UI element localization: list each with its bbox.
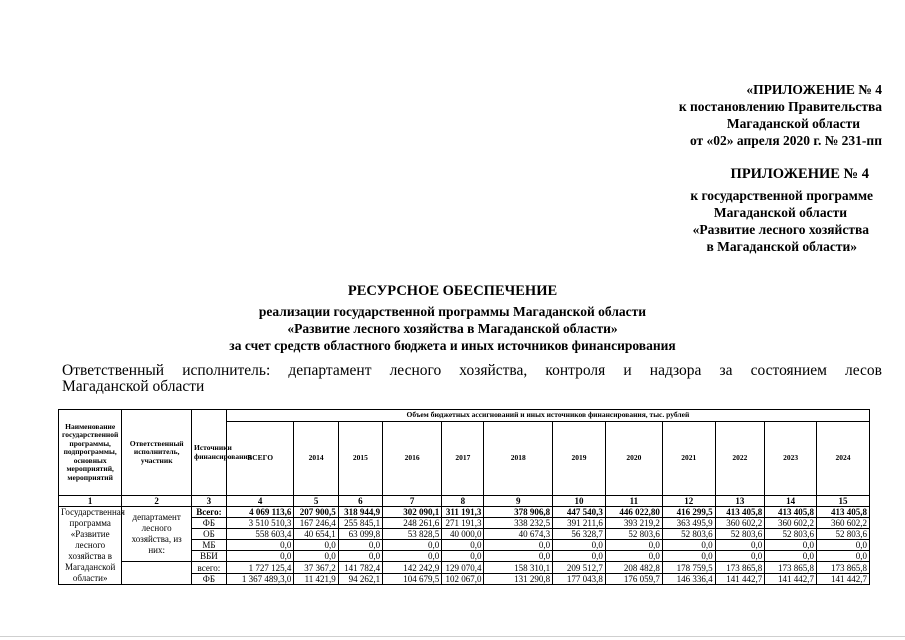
header-year: 2017 [442, 422, 484, 496]
value-cell: 104 679,5 [383, 574, 442, 585]
table-body [59, 507, 870, 585]
value-cell: 271 191,3 [442, 518, 484, 529]
program-header-line: к государственной программе [690, 188, 873, 203]
value-cell: 363 495,9 [662, 518, 715, 529]
value-cell: 338 232,5 [484, 518, 553, 529]
value-cell: 141 782,4 [338, 562, 382, 574]
value-cell: 158 310,1 [484, 562, 553, 574]
value-cell: 63 099,8 [338, 529, 382, 540]
page-bottom-rule [0, 636, 905, 637]
program-header-line: в Магаданской области» [706, 239, 857, 254]
program-header [690, 166, 873, 255]
value-cell: 52 803,6 [715, 529, 765, 540]
subtitle-line: за счет средств областного бюджета и иных источников финансирования [229, 338, 676, 353]
value-cell: 0,0 [294, 551, 338, 562]
value-cell: 52 803,6 [765, 529, 817, 540]
value-cell: 11 421,9 [294, 574, 338, 585]
value-cell: 360 602,2 [816, 518, 869, 529]
header-year: 2014 [294, 422, 338, 496]
value-cell: 0,0 [765, 551, 817, 562]
value-cell: 413 405,8 [715, 507, 765, 518]
value-cell: 52 803,6 [816, 529, 869, 540]
value-cell: 248 261,6 [383, 518, 442, 529]
value-cell: 0,0 [715, 551, 765, 562]
value-cell: 0,0 [816, 540, 869, 551]
value-cell: 311 191,3 [442, 507, 484, 518]
column-number: 15 [816, 496, 869, 507]
column-number: 14 [765, 496, 817, 507]
responsible-executor-line: Ответственный исполнитель: департамент лесного хозяйства, контроля и надзора за состоянием лесов [62, 362, 882, 379]
value-cell: 141 442,7 [765, 574, 817, 585]
value-cell: 40 674,3 [484, 529, 553, 540]
value-cell: 416 299,5 [662, 507, 715, 518]
value-cell: 52 803,6 [605, 529, 662, 540]
value-cell: 173 865,8 [765, 562, 817, 574]
value-cell: 52 803,6 [662, 529, 715, 540]
header-executor: Ответственный исполнитель, участник [122, 410, 192, 496]
value-cell: 94 262,1 [338, 574, 382, 585]
column-number: 7 [383, 496, 442, 507]
value-cell: 0,0 [715, 540, 765, 551]
value-cell: 302 090,1 [383, 507, 442, 518]
subtitle-line: реализации государственной программы Магаданской области [258, 304, 647, 319]
value-cell: 413 405,8 [765, 507, 817, 518]
value-cell: 318 944,9 [338, 507, 382, 518]
value-cell: 558 603,4 [226, 529, 294, 540]
header-year: 2019 [553, 422, 606, 496]
value-cell: 0,0 [442, 540, 484, 551]
value-cell: 37 367,2 [294, 562, 338, 574]
value-cell: 56 328,7 [553, 529, 606, 540]
decree-header [679, 81, 882, 149]
document-title: РЕСУРСНОЕ ОБЕСПЕЧЕНИЕ [347, 283, 558, 299]
column-number: 6 [338, 496, 382, 507]
header-funding-group: Объем бюджетных ассигнований и иных источников финансирования, тыс. рублей [226, 410, 869, 422]
source-cell: ОБ [192, 529, 227, 540]
header-year: 2022 [715, 422, 765, 496]
value-cell: 0,0 [338, 551, 382, 562]
program-name-cell: Государственная программа «Развитие лесного хозяйства в Магаданской области» [59, 507, 122, 585]
value-cell: 0,0 [553, 551, 606, 562]
value-cell: 146 336,4 [662, 574, 715, 585]
value-cell: 129 070,4 [442, 562, 484, 574]
column-number: 2 [122, 496, 192, 507]
value-cell: 0,0 [383, 551, 442, 562]
source-cell: ФБ [192, 518, 227, 529]
column-number: 1 [59, 496, 122, 507]
value-cell: 0,0 [226, 540, 294, 551]
resource-table [58, 409, 870, 585]
program-header-line: «Развитие лесного хозяйства [692, 222, 869, 237]
value-cell: 0,0 [816, 551, 869, 562]
value-cell: 209 512,7 [553, 562, 606, 574]
value-cell: 53 828,5 [383, 529, 442, 540]
column-number: 3 [192, 496, 227, 507]
value-cell: 167 246,4 [294, 518, 338, 529]
value-cell: 0,0 [226, 551, 294, 562]
column-number: 12 [662, 496, 715, 507]
value-cell: 360 602,2 [715, 518, 765, 529]
header-year: 2015 [338, 422, 382, 496]
value-cell: 0,0 [605, 540, 662, 551]
executor-cell: департамент лесного хозяйства, из них: [122, 507, 192, 562]
table-row [59, 562, 870, 574]
column-number: 11 [605, 496, 662, 507]
value-cell: 0,0 [765, 540, 817, 551]
value-cell: 141 442,7 [715, 574, 765, 585]
column-number: 5 [294, 496, 338, 507]
decree-header-line: Магаданской области [726, 116, 860, 131]
header-year: 2024 [816, 422, 869, 496]
decree-header-line: «ПРИЛОЖЕНИЕ № 4 [746, 82, 882, 97]
value-cell: 0,0 [605, 551, 662, 562]
header-year: 2021 [662, 422, 715, 496]
value-cell: 0,0 [484, 540, 553, 551]
header-year: 2018 [484, 422, 553, 496]
source-cell: ВБИ [192, 551, 227, 562]
document-subtitle [0, 303, 905, 354]
decree-header-line: от «02» апреля 2020 г. № 231-пп [689, 133, 882, 148]
value-cell: 0,0 [553, 540, 606, 551]
value-cell: 176 059,7 [605, 574, 662, 585]
source-cell: Всего: [192, 507, 227, 518]
value-cell: 173 865,8 [715, 562, 765, 574]
program-header-line: ПРИЛОЖЕНИЕ № 4 [730, 166, 869, 182]
column-number: 10 [553, 496, 606, 507]
value-cell: 393 219,2 [605, 518, 662, 529]
value-cell: 207 900,5 [294, 507, 338, 518]
value-cell: 0,0 [294, 540, 338, 551]
value-cell: 0,0 [662, 551, 715, 562]
value-cell: 141 442,7 [816, 574, 869, 585]
value-cell: 0,0 [484, 551, 553, 562]
source-cell: ФБ [192, 574, 227, 585]
header-year: 2023 [765, 422, 817, 496]
header-source: Источники финансирования [192, 410, 227, 496]
value-cell: 1 367 489,3,0 [226, 574, 294, 585]
value-cell: 142 242,9 [383, 562, 442, 574]
value-cell: 173 865,8 [816, 562, 869, 574]
column-number-row [59, 496, 870, 507]
value-cell: 446 022,80 [605, 507, 662, 518]
program-header-line: Магаданской области [713, 205, 847, 220]
value-cell: 178 759,5 [662, 562, 715, 574]
decree-header-line: к постановлению Правительства [678, 99, 882, 114]
value-cell: 40 654,1 [294, 529, 338, 540]
value-cell: 102 067,0 [442, 574, 484, 585]
value-cell: 0,0 [442, 551, 484, 562]
value-cell: 40 000,0 [442, 529, 484, 540]
subtitle-line: «Развитие лесного хозяйства в Магаданской области» [287, 321, 618, 336]
responsible-executor-line-2: Магаданской области [62, 378, 205, 395]
value-cell: 447 540,3 [553, 507, 606, 518]
value-cell: 131 290,8 [484, 574, 553, 585]
value-cell: 0,0 [662, 540, 715, 551]
source-cell: МБ [192, 540, 227, 551]
value-cell: 360 602,2 [765, 518, 817, 529]
value-cell: 0,0 [383, 540, 442, 551]
executor-cell-empty [122, 562, 192, 585]
header-year: 2016 [383, 422, 442, 496]
source-cell: всего: [192, 562, 227, 574]
value-cell: 208 482,8 [605, 562, 662, 574]
value-cell: 177 043,8 [553, 574, 606, 585]
value-cell: 391 211,6 [553, 518, 606, 529]
value-cell: 413 405,8 [816, 507, 869, 518]
column-number: 8 [442, 496, 484, 507]
header-total: ВСЕГО [226, 422, 294, 496]
table-row [59, 507, 870, 518]
value-cell: 0,0 [338, 540, 382, 551]
column-number: 9 [484, 496, 553, 507]
header-program-name: Наименование государственной программы, подпрограммы, основных мероприятий, мероприятий [59, 410, 122, 496]
value-cell: 378 906,8 [484, 507, 553, 518]
column-number: 4 [226, 496, 294, 507]
value-cell: 4 069 113,6 [226, 507, 294, 518]
value-cell: 3 510 510,3 [226, 518, 294, 529]
value-cell: 1 727 125,4 [226, 562, 294, 574]
column-number: 13 [715, 496, 765, 507]
header-year: 2020 [605, 422, 662, 496]
value-cell: 255 845,1 [338, 518, 382, 529]
